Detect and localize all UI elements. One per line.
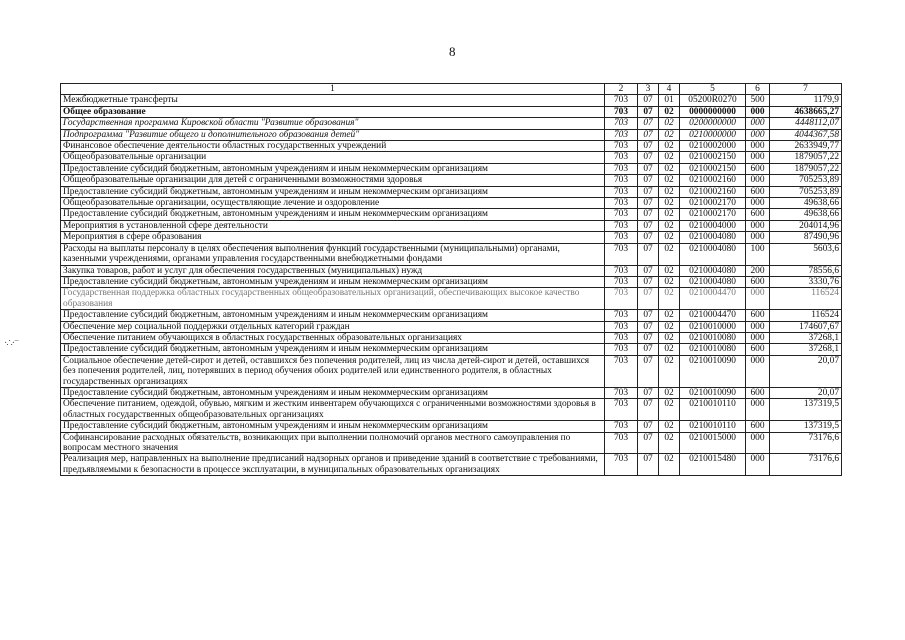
row-amount-cell: 37268,1 xyxy=(770,332,842,343)
row-code-cell: 07 xyxy=(638,243,659,265)
row-code-cell: 0210015480 xyxy=(680,454,746,476)
row-code-cell: 000 xyxy=(746,141,770,152)
row-code-cell: 703 xyxy=(605,421,638,432)
table-row xyxy=(61,198,842,209)
row-amount-cell: 37268,1 xyxy=(770,344,842,355)
row-code-cell: 600 xyxy=(746,344,770,355)
row-code-cell: 703 xyxy=(605,129,638,140)
row-code-cell: 02 xyxy=(659,276,680,287)
row-code-cell: 02 xyxy=(659,288,680,310)
table-row xyxy=(61,118,842,129)
row-name-cell: Общеобразовательные организации xyxy=(61,152,605,163)
row-name-cell: Обеспечение мер социальной поддержки отдельных категорий граждан xyxy=(61,321,605,332)
table-row xyxy=(61,175,842,186)
row-code-cell: 703 xyxy=(605,152,638,163)
row-code-cell: 07 xyxy=(638,265,659,276)
table-row xyxy=(61,220,842,231)
row-code-cell: 02 xyxy=(659,243,680,265)
row-code-cell: 07 xyxy=(638,198,659,209)
row-code-cell: 02 xyxy=(659,141,680,152)
row-amount-cell: 137319,5 xyxy=(770,399,842,421)
row-code-cell: 200 xyxy=(746,265,770,276)
row-amount-cell: 4044367,58 xyxy=(770,129,842,140)
budget-table xyxy=(60,83,842,476)
row-code-cell: 100 xyxy=(746,243,770,265)
row-amount-cell: 20,07 xyxy=(770,387,842,398)
row-code-cell: 600 xyxy=(746,209,770,220)
row-name-cell: Расходы на выплаты персоналу в целях обеспечения выполнения функций государственными (муниципальными) органами, казенными учреждениями, органами управления государственными внебюджетными фондами xyxy=(61,243,605,265)
row-code-cell: 07 xyxy=(638,141,659,152)
row-code-cell: 07 xyxy=(638,288,659,310)
row-name-cell: Общеобразовательные организации для детей с ограниченными возможностями здоровья xyxy=(61,175,605,186)
table-row xyxy=(61,243,842,265)
row-code-cell: 000 xyxy=(746,332,770,343)
row-name-cell: Предоставление субсидий бюджетным, автономным учреждениям и иным некоммерческим организациям xyxy=(61,209,605,220)
row-code-cell: 07 xyxy=(638,106,659,117)
row-code-cell: 000 xyxy=(746,198,770,209)
row-name-cell: Обеспечение питанием, одеждой, обувью, мягким и жестким инвентарем обучающихся с ограниченными возможностями здоровья в областных государственных общеобразовательных организациях xyxy=(61,399,605,421)
row-code-cell: 703 xyxy=(605,387,638,398)
row-code-cell: 07 xyxy=(638,344,659,355)
row-code-cell: 07 xyxy=(638,209,659,220)
row-code-cell: 000 xyxy=(746,321,770,332)
table-row xyxy=(61,321,842,332)
table-row xyxy=(61,129,842,140)
row-code-cell: 07 xyxy=(638,432,659,454)
row-amount-cell: 49638,66 xyxy=(770,209,842,220)
row-amount-cell: 1179,9 xyxy=(770,95,842,106)
row-amount-cell: 3330,76 xyxy=(770,276,842,287)
row-code-cell: 02 xyxy=(659,163,680,174)
row-code-cell: 0210004080 xyxy=(680,232,746,243)
row-code-cell: 0210010080 xyxy=(680,332,746,343)
table-row xyxy=(61,387,842,398)
column-header: 5 xyxy=(680,84,746,95)
row-code-cell: 02 xyxy=(659,454,680,476)
row-code-cell: 600 xyxy=(746,276,770,287)
row-amount-cell: 4448112,07 xyxy=(770,118,842,129)
row-code-cell: 07 xyxy=(638,175,659,186)
table-row xyxy=(61,209,842,220)
row-code-cell: 0210010000 xyxy=(680,321,746,332)
row-code-cell: 02 xyxy=(659,232,680,243)
table-header-row xyxy=(61,84,842,95)
table-row xyxy=(61,332,842,343)
row-code-cell: 0210015000 xyxy=(680,432,746,454)
row-amount-cell: 705253,89 xyxy=(770,186,842,197)
row-code-cell: 02 xyxy=(659,152,680,163)
row-code-cell: 07 xyxy=(638,118,659,129)
row-amount-cell: 137319,5 xyxy=(770,421,842,432)
row-code-cell: 05200R0270 xyxy=(680,95,746,106)
row-name-cell: Финансовое обеспечение деятельности областных государственных учреждений xyxy=(61,141,605,152)
table-body xyxy=(61,95,842,476)
row-code-cell: 600 xyxy=(746,163,770,174)
row-code-cell: 703 xyxy=(605,232,638,243)
row-code-cell: 0210004080 xyxy=(680,265,746,276)
row-code-cell: 07 xyxy=(638,152,659,163)
row-code-cell: 0210000000 xyxy=(680,129,746,140)
row-code-cell: 600 xyxy=(746,310,770,321)
table-row xyxy=(61,432,842,454)
row-code-cell: 02 xyxy=(659,387,680,398)
row-name-cell: Реализация мер, направленных на выполнение предписаний надзорных органов и приведение зданий в соответствие с требованиями, предъявляемыми к безопасности в процессе эксплуатации, в муниципальных образовательных организациях xyxy=(61,454,605,476)
row-code-cell: 703 xyxy=(605,265,638,276)
row-code-cell: 02 xyxy=(659,220,680,231)
row-code-cell: 07 xyxy=(638,163,659,174)
table-row xyxy=(61,152,842,163)
table-row xyxy=(61,355,842,387)
row-code-cell: 000 xyxy=(746,152,770,163)
row-amount-cell: 174607,67 xyxy=(770,321,842,332)
row-code-cell: 0210002150 xyxy=(680,163,746,174)
row-code-cell: 02 xyxy=(659,432,680,454)
table-row xyxy=(61,95,842,106)
row-code-cell: 02 xyxy=(659,186,680,197)
column-header: 6 xyxy=(746,84,770,95)
row-code-cell: 0210002000 xyxy=(680,141,746,152)
row-amount-cell: 1879057,22 xyxy=(770,163,842,174)
row-code-cell: 703 xyxy=(605,175,638,186)
row-code-cell: 01 xyxy=(659,95,680,106)
row-code-cell: 703 xyxy=(605,106,638,117)
row-code-cell: 07 xyxy=(638,454,659,476)
row-code-cell: 703 xyxy=(605,355,638,387)
row-code-cell: 02 xyxy=(659,198,680,209)
page-number: 8 xyxy=(449,44,456,59)
table-row xyxy=(61,310,842,321)
row-code-cell: 000 xyxy=(746,232,770,243)
row-code-cell: 07 xyxy=(638,387,659,398)
table-row xyxy=(61,163,842,174)
row-code-cell: 600 xyxy=(746,387,770,398)
row-code-cell: 000 xyxy=(746,106,770,117)
row-code-cell: 0210010090 xyxy=(680,387,746,398)
row-amount-cell: 20,07 xyxy=(770,355,842,387)
row-amount-cell: 1879057,22 xyxy=(770,152,842,163)
row-amount-cell: 705253,89 xyxy=(770,175,842,186)
row-code-cell: 600 xyxy=(746,186,770,197)
row-code-cell: 02 xyxy=(659,344,680,355)
row-name-cell: Подпрограмма "Развитие общего и дополнительного образования детей" xyxy=(61,129,605,140)
row-amount-cell: 73176,6 xyxy=(770,454,842,476)
row-code-cell: 703 xyxy=(605,288,638,310)
table-row xyxy=(61,106,842,117)
row-code-cell: 703 xyxy=(605,141,638,152)
row-amount-cell: 49638,66 xyxy=(770,198,842,209)
row-code-cell: 07 xyxy=(638,332,659,343)
row-code-cell: 0210010090 xyxy=(680,355,746,387)
row-code-cell: 000 xyxy=(746,129,770,140)
row-code-cell: 02 xyxy=(659,129,680,140)
row-code-cell: 703 xyxy=(605,186,638,197)
row-code-cell: 07 xyxy=(638,232,659,243)
row-code-cell: 0210010080 xyxy=(680,344,746,355)
table-row xyxy=(61,141,842,152)
row-name-cell: Предоставление субсидий бюджетным, автономным учреждениям и иным некоммерческим организациям xyxy=(61,186,605,197)
row-code-cell: 703 xyxy=(605,95,638,106)
row-code-cell: 000 xyxy=(746,454,770,476)
row-code-cell: 703 xyxy=(605,399,638,421)
row-code-cell: 703 xyxy=(605,276,638,287)
row-code-cell: 02 xyxy=(659,106,680,117)
row-code-cell: 703 xyxy=(605,344,638,355)
row-code-cell: 0210002160 xyxy=(680,186,746,197)
row-name-cell: Межбюджетные трансферты xyxy=(61,95,605,106)
row-code-cell: 0210010110 xyxy=(680,421,746,432)
row-code-cell: 02 xyxy=(659,421,680,432)
row-code-cell: 703 xyxy=(605,454,638,476)
row-name-cell: Предоставление субсидий бюджетным, автономным учреждениям и иным некоммерческим организациям xyxy=(61,387,605,398)
row-code-cell: 02 xyxy=(659,332,680,343)
row-code-cell: 000 xyxy=(746,288,770,310)
row-code-cell: 07 xyxy=(638,310,659,321)
row-code-cell: 703 xyxy=(605,220,638,231)
table-row xyxy=(61,454,842,476)
row-name-cell: Социальное обеспечение детей-сирот и детей, оставшихся без попечения родителей, лиц из числа детей-сирот и детей, оставшихся без попечения родителей, лиц, потерявших в период обучения обоих родителей или единственного родителя, в областных государственных организациях xyxy=(61,355,605,387)
row-code-cell: 02 xyxy=(659,399,680,421)
row-code-cell: 07 xyxy=(638,129,659,140)
row-code-cell: 02 xyxy=(659,321,680,332)
row-code-cell: 703 xyxy=(605,198,638,209)
row-code-cell: 0210004000 xyxy=(680,220,746,231)
row-code-cell: 0210004470 xyxy=(680,310,746,321)
row-code-cell: 07 xyxy=(638,321,659,332)
table-row xyxy=(61,265,842,276)
row-code-cell: 703 xyxy=(605,163,638,174)
row-name-cell: Закупка товаров, работ и услуг для обеспечения государственных (муниципальных) нужд xyxy=(61,265,605,276)
row-code-cell: 0210010110 xyxy=(680,399,746,421)
row-code-cell: 02 xyxy=(659,355,680,387)
row-code-cell: 07 xyxy=(638,276,659,287)
row-code-cell: 000 xyxy=(746,118,770,129)
row-code-cell: 703 xyxy=(605,118,638,129)
row-code-cell: 703 xyxy=(605,432,638,454)
row-code-cell: 07 xyxy=(638,186,659,197)
row-code-cell: 07 xyxy=(638,220,659,231)
row-code-cell: 07 xyxy=(638,355,659,387)
row-code-cell: 02 xyxy=(659,265,680,276)
table-row xyxy=(61,186,842,197)
row-name-cell: Предоставление субсидий бюджетным, автономным учреждениям и иным некоммерческим организациям xyxy=(61,344,605,355)
row-name-cell: Мероприятия в сфере образования xyxy=(61,232,605,243)
row-name-cell: Государственная поддержка областных государственных общеобразовательных организаций, обеспечивающих высокое качество образования xyxy=(61,288,605,310)
row-code-cell: 703 xyxy=(605,209,638,220)
column-header: 2 xyxy=(605,84,638,95)
row-code-cell: 0210004080 xyxy=(680,276,746,287)
row-code-cell: 0210002170 xyxy=(680,198,746,209)
row-name-cell: Общее образование xyxy=(61,106,605,117)
row-code-cell: 000 xyxy=(746,399,770,421)
row-code-cell: 703 xyxy=(605,243,638,265)
row-name-cell: Государственная программа Кировской области "Развитие образования" xyxy=(61,118,605,129)
row-code-cell: 000 xyxy=(746,432,770,454)
row-code-cell: 07 xyxy=(638,399,659,421)
row-code-cell: 07 xyxy=(638,421,659,432)
row-name-cell: Мероприятия в установленной сфере деятельности xyxy=(61,220,605,231)
table-row xyxy=(61,421,842,432)
row-name-cell: Софинансирование расходных обязательств, возникающих при выполнении полномочий органов местного самоуправления по вопросам местного значения xyxy=(61,432,605,454)
row-code-cell: 0210002170 xyxy=(680,209,746,220)
column-header: 1 xyxy=(61,84,605,95)
row-code-cell: 0210004080 xyxy=(680,243,746,265)
row-code-cell: 0210004470 xyxy=(680,288,746,310)
row-code-cell: 600 xyxy=(746,421,770,432)
row-code-cell: 0210002160 xyxy=(680,175,746,186)
row-code-cell: 0000000000 xyxy=(680,106,746,117)
row-amount-cell: 116524 xyxy=(770,310,842,321)
table-row xyxy=(61,232,842,243)
table-row xyxy=(61,288,842,310)
row-code-cell: 0200000000 xyxy=(680,118,746,129)
row-amount-cell: 116524 xyxy=(770,288,842,310)
row-code-cell: 02 xyxy=(659,209,680,220)
row-code-cell: 07 xyxy=(638,95,659,106)
row-name-cell: Общеобразовательные организации, осуществляющие лечение и оздоровление xyxy=(61,198,605,209)
row-amount-cell: 87490,96 xyxy=(770,232,842,243)
scan-artifact: ·∴·⁻ xyxy=(4,338,19,349)
row-code-cell: 703 xyxy=(605,321,638,332)
row-code-cell: 000 xyxy=(746,175,770,186)
column-header: 3 xyxy=(638,84,659,95)
column-header: 4 xyxy=(659,84,680,95)
row-amount-cell: 204014,96 xyxy=(770,220,842,231)
row-code-cell: 703 xyxy=(605,332,638,343)
row-code-cell: 02 xyxy=(659,118,680,129)
row-amount-cell: 2633949,77 xyxy=(770,141,842,152)
row-code-cell: 02 xyxy=(659,175,680,186)
row-code-cell: 500 xyxy=(746,95,770,106)
row-amount-cell: 78556,6 xyxy=(770,265,842,276)
row-name-cell: Предоставление субсидий бюджетным, автономным учреждениям и иным некоммерческим организациям xyxy=(61,310,605,321)
row-code-cell: 0210002150 xyxy=(680,152,746,163)
row-name-cell: Обеспечение питанием обучающихся в областных государственных образовательных организациях xyxy=(61,332,605,343)
row-amount-cell: 73176,6 xyxy=(770,432,842,454)
row-name-cell: Предоставление субсидий бюджетным, автономным учреждениям и иным некоммерческим организациям xyxy=(61,163,605,174)
row-amount-cell: 4638665,27 xyxy=(770,106,842,117)
row-amount-cell: 5603,6 xyxy=(770,243,842,265)
row-name-cell: Предоставление субсидий бюджетным, автономным учреждениям и иным некоммерческим организациям xyxy=(61,421,605,432)
row-code-cell: 02 xyxy=(659,310,680,321)
table-row xyxy=(61,399,842,421)
row-code-cell: 703 xyxy=(605,310,638,321)
row-name-cell: Предоставление субсидий бюджетным, автономным учреждениям и иным некоммерческим организациям xyxy=(61,276,605,287)
row-code-cell: 000 xyxy=(746,220,770,231)
row-code-cell: 000 xyxy=(746,355,770,387)
column-header: 7 xyxy=(770,84,842,95)
table-row xyxy=(61,344,842,355)
table-row xyxy=(61,276,842,287)
